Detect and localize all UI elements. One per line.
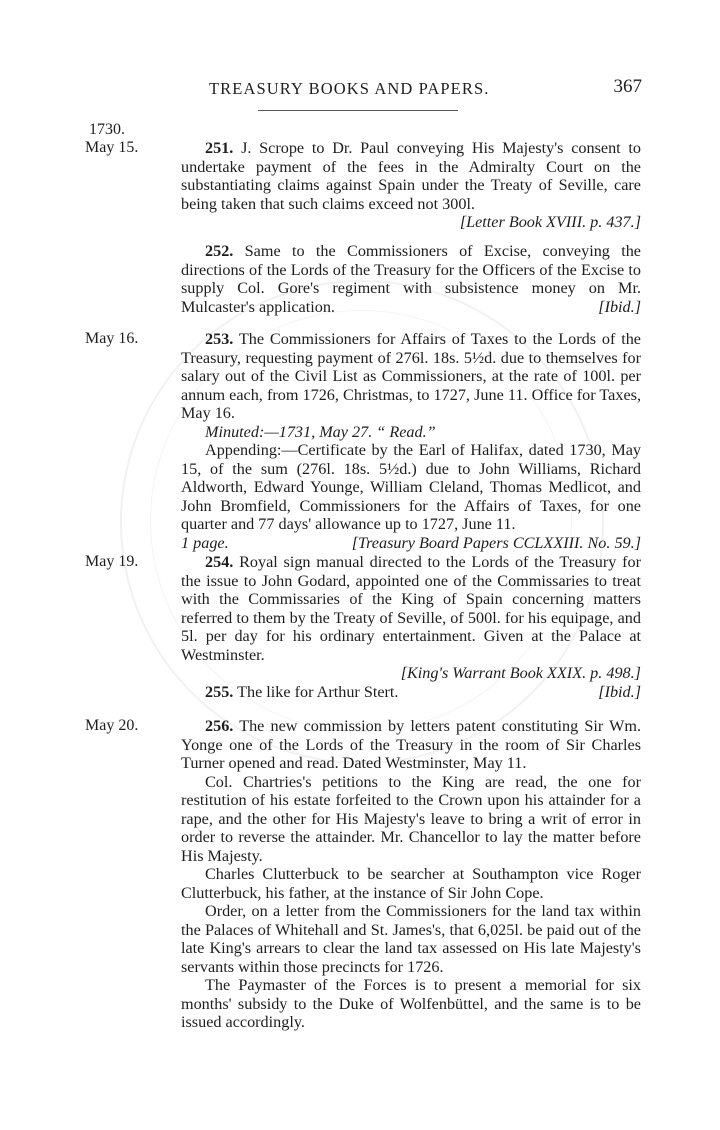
- entry-253: [181, 330, 641, 552]
- entry-252: [181, 242, 641, 316]
- entry-251: [181, 139, 641, 232]
- entry-reference: [King's Warrant Book XXIX. p. 498.]: [400, 664, 641, 682]
- entry-reference: [Ibid.]: [598, 683, 641, 701]
- entry-text: J. Scrope to Dr. Paul conveying His Majesty's consent to undertake payment of the fees in the Admiralty Court on the substantiating claims against Spain under the Treaty of Seville, care being taken that such claims exceed not 300l.: [181, 139, 641, 213]
- running-title: TREASURY BOOKS AND PAPERS.: [209, 79, 490, 98]
- header-rule: [258, 110, 458, 111]
- page-number: 367: [613, 76, 642, 97]
- entry-date: May 19.: [85, 553, 139, 570]
- entry-text: The new commission by letters patent constituting Sir Wm. Yonge one of the Lords of the Treasury in the room of Sir Charles Turner opened and read. Dated Westminster, May 11.: [181, 717, 641, 772]
- entry-number: 256.: [205, 717, 234, 735]
- entry-text: Same to the Commissioners of Excise, conveying the directions of the Lords of the Treasury for the Officers of the Excise to supply Col. Gore's regiment with subsistence money on Mr. Mulcaster's application.: [181, 242, 641, 316]
- entry-reference: [Letter Book XVIII. p. 437.]: [459, 213, 641, 231]
- entry-date: May 15.: [85, 139, 139, 156]
- entry-255: [181, 683, 641, 702]
- year-label: 1730.: [89, 121, 125, 138]
- entry-paragraph: The Paymaster of the Forces is to present a memorial for six months' subsidy to the Duke of Wolfenbüttel, and the same is to be issued accordingly.: [181, 976, 641, 1031]
- entry-minuted: Minuted:—1731, May 27. “ Read.”: [205, 422, 436, 441]
- entry-number: 254.: [205, 553, 234, 571]
- entry-256: [181, 717, 641, 1032]
- entry-paragraph: Order, on a letter from the Commissioners for the land tax within the Palaces of Whitehall and St. James's, that 6,025l. be paid out of the late King's arrears to clear the land tax assessed on His late Majesty's servants within those precincts for 1726.: [181, 902, 641, 976]
- entry-appending: Appending:—Certificate by the Earl of Halifax, dated 1730, May 15, of the sum (276l. 18s. 5½d.) due to John Williams, Richard Aldworth, Edward Younge, William Cleland, Thomas Medlicot, and John Bromfield, Commissioners for the Affairs of Taxes, for one quarter and 77 days' allowance up to 1727, June 11.: [181, 441, 641, 533]
- entry-paragraph: Col. Chartries's petitions to the King are read, the one for restitution of his estate forfeited to the Crown upon his attainder for a rape, and the other for His Majesty's leave to bring a writ of error in order to reverse the attainder. Mr. Chancellor to lay the matter before His Majesty.: [181, 772, 641, 865]
- entry-number: 252.: [205, 242, 234, 260]
- entry-number: 255.: [205, 683, 234, 701]
- entry-number: 251.: [205, 139, 234, 157]
- entry-text: The like for Arthur Stert.: [237, 683, 399, 701]
- entry-date: May 16.: [85, 330, 139, 347]
- page-header: [0, 76, 720, 106]
- entry-reference: [Treasury Board Papers CCLXXIII. No. 59.]: [351, 533, 641, 552]
- entry-number: 253.: [205, 330, 234, 348]
- entry-text: Royal sign manual directed to the Lords of the Treasury for the issue to John Godard, appointed one of the Commissaries to treat with the Commissaries of the King of Spain concerning matters referred to them by the Treaty of Seville, of 500l. for his equipage, and 5l. per day for his ordinary entertainment. Given at the Palace at Westminster.: [181, 553, 642, 664]
- entry-paragraph: Charles Clutterbuck to be searcher at Southampton vice Roger Clutterbuck, his father, at the instance of Sir John Cope.: [181, 865, 641, 902]
- entry-pages: 1 page.: [181, 533, 229, 552]
- entry-text: The Commissioners for Affairs of Taxes to the Lords of the Treasury, requesting payment of 276l. 18s. 5½d. due to themselves for salary out of the Civil List as Commissioners, at the rate of 100l. per annum each, from 1726, Christmas, to 1727, June 11. Office for Taxes, May 16.: [181, 330, 641, 422]
- entry-date: May 20.: [85, 717, 139, 734]
- entry-reference: [Ibid.]: [598, 297, 641, 316]
- entry-254: [181, 553, 641, 683]
